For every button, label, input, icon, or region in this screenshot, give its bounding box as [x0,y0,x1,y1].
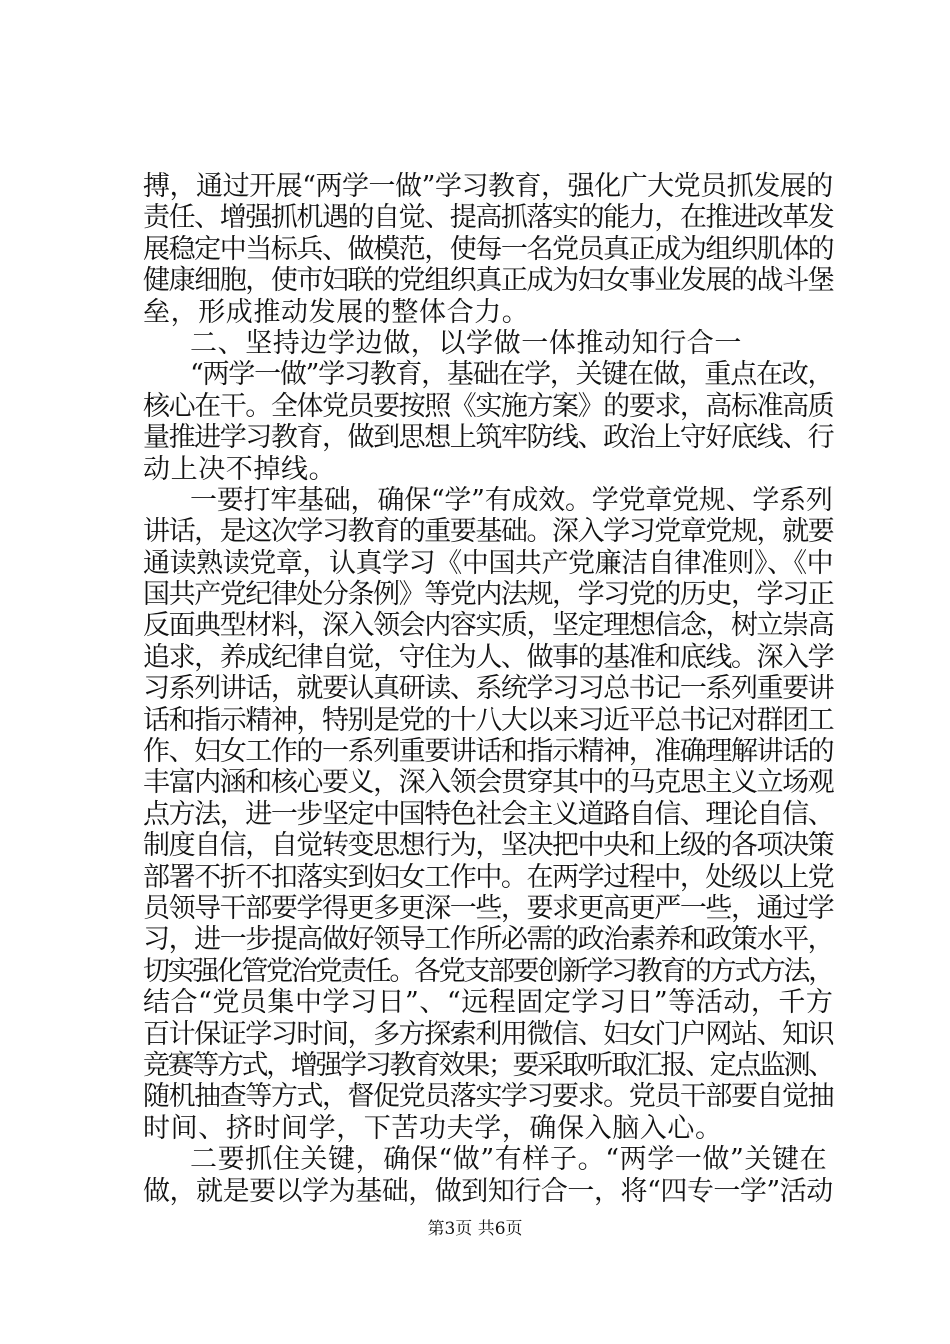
text-line: 垒，形成推动发展的整体合力。 [143,296,530,328]
text-line: 搏，通过开展“两学一做”学习教育，强化广大党员抓发展的 [143,171,833,202]
text-line: 随机抽查等方式，督促党员落实学习要求。党员干部要自觉抽 [143,1081,834,1113]
text-line: “两学一做”学习教育，基础在学，关键在做，重点在改， [190,359,834,391]
text-line: 丰富内涵和核心要义，深入领会贯穿其中的马克思主义立场观 [143,767,834,799]
text-line: 做，就是要以学为基础，做到知行合一，将“四专一学”活动 [143,1175,833,1207]
text-line: 动上决不掉线。 [143,453,337,485]
text-line: 一要打牢基础，确保“学”有成效。学党章党规、学系列 [190,484,833,516]
text-line: 时间、挤时间学，下苦功夫学，确保入脑入心。 [143,1112,723,1144]
document-body [143,171,834,1207]
text-line: 二、坚持边学边做，以学做一体推动知行合一 [190,327,742,359]
text-line: 责任、增强抓机遇的自觉、提高抓落实的能力，在推进改革发 [143,202,834,234]
text-line: 点方法，进一步坚定中国特色社会主义道路自信、理论自信、 [143,798,834,830]
text-line: 切实强化管党治党责任。各党支部要创新学习教育的方式方法， [143,955,833,987]
text-line: 竞赛等方式，增强学习教育效果；要采取听取汇报、定点监测、 [143,1049,833,1081]
text-line: 制度自信，自觉转变思想行为，坚决把中央和上级的各项决策 [143,830,834,862]
text-line: 健康细胞，使市妇联的党组织真正成为妇女事业发展的战斗堡 [143,265,834,297]
text-line: 量推进学习教育，做到思想上筑牢防线、政治上守好底线、行 [143,422,834,454]
text-line: 部署不折不扣落实到妇女工作中。在两学过程中，处级以上党 [143,861,834,893]
text-line: 习，进一步提高做好领导工作所必需的政治素养和政策水平， [143,924,834,956]
text-line: 核心在干。全体党员要按照《实施方案》的要求，高标准高质 [143,390,834,422]
text-line: 百计保证学习时间，多方探索利用微信、妇女门户网站、知识 [143,1018,834,1050]
text-line: 二要抓住关键，确保“做”有样子。“两学一做”关键在 [190,1144,828,1176]
text-line: 反面典型材料，深入领会内容实质，坚定理想信念，树立崇高 [143,610,834,642]
text-line: 话和指示精神，特别是党的十八大以来习近平总书记对群团工 [143,704,834,736]
text-line: 讲话，是这次学习教育的重要基础。深入学习党章党规，就要 [143,516,834,548]
text-line: 追求，养成纪律自觉，守住为人、做事的基准和底线。深入学 [143,641,834,673]
page-footer: 第3页 共6页 [427,1219,523,1239]
text-line: 作、妇女工作的一系列重要讲话和指示精神，准确理解讲话的 [143,736,834,768]
text-line: 员领导干部要学得更多更深一些，要求更高更严一些，通过学 [143,892,834,924]
text-line: 展稳定中当标兵、做模范，使每一名党员真正成为组织肌体的 [143,233,834,265]
text-line: 习系列讲话，就要认真研读、系统学习习总书记一系列重要讲 [143,673,834,705]
text-line: 通读熟读党章，认真学习《中国共产党廉洁自律准则》、《中 [143,547,834,579]
text-line: 结合“党员集中学习日”、“远程固定学习日”等活动，千方 [143,987,834,1019]
text-line: 国共产党纪律处分条例》等党内法规，学习党的历史，学习正 [143,579,834,611]
